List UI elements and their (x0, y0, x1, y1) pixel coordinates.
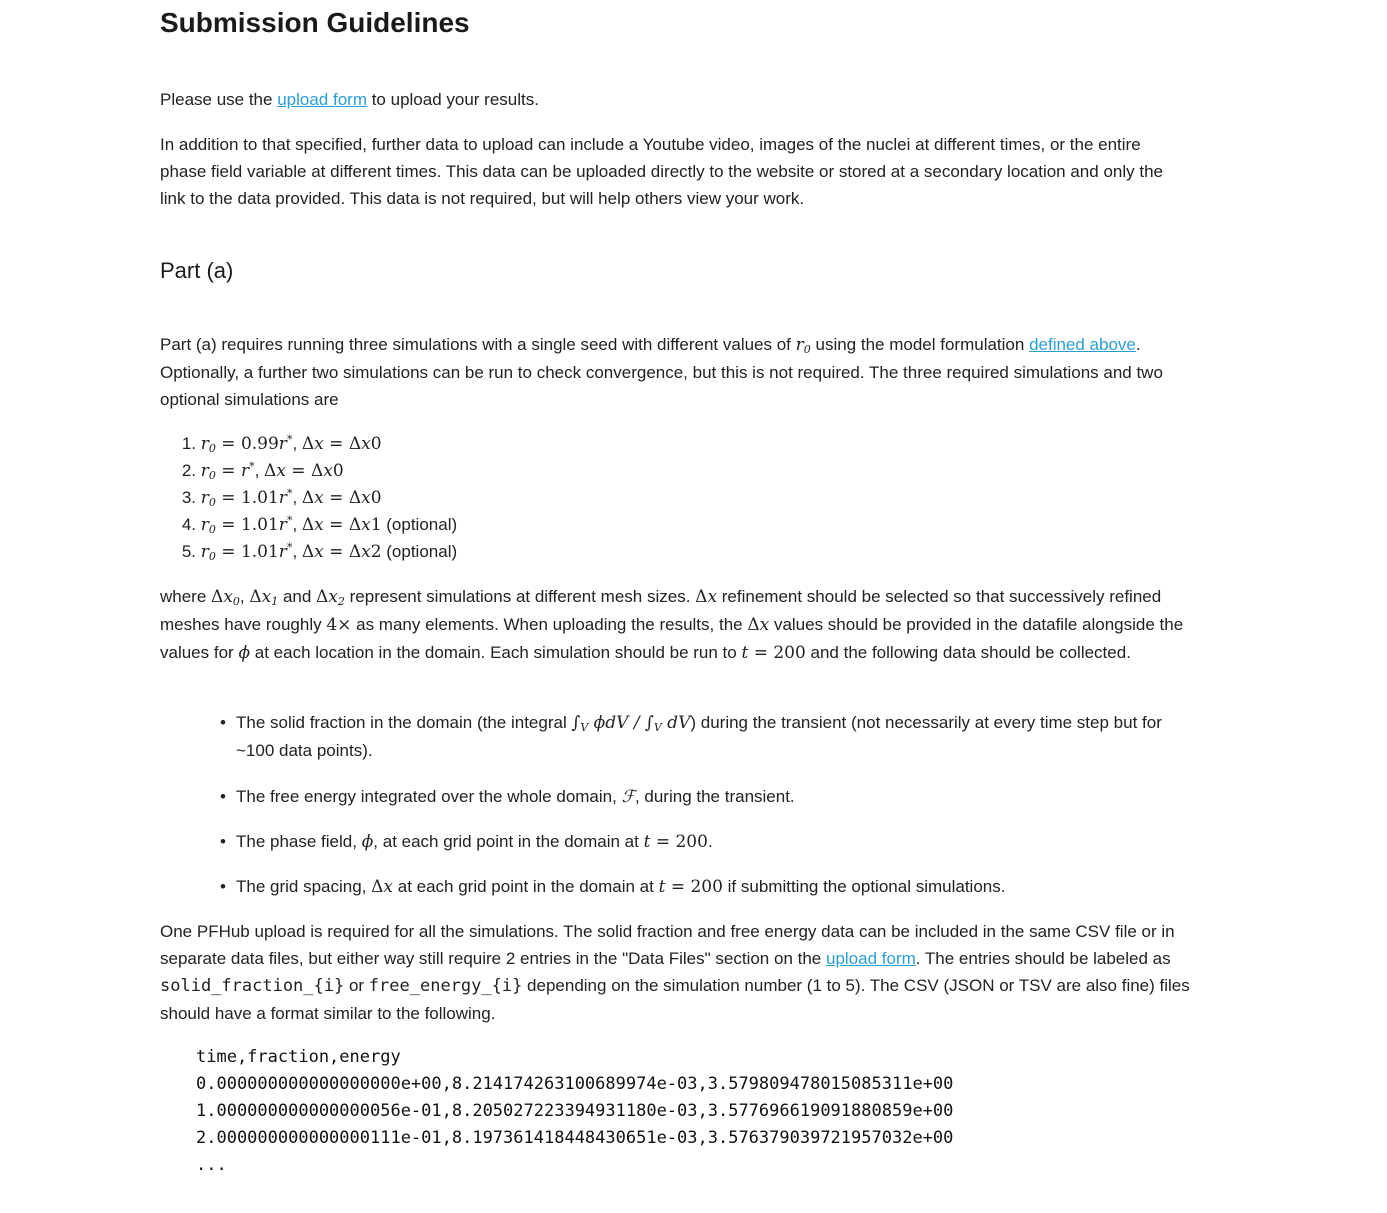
page-title: Submission Guidelines (160, 7, 470, 38)
part-a-intro: Part (a) requires running three simulations with a single seed with different values of $r_0$ using the model formulation defined above. Optionally, a further two simulations can be run to check convergence, but this is not required. The three required simulations and two optional simulations are (160, 335, 1163, 409)
math-r0: $r_0$ (795, 335, 811, 356)
csv-line: 2.000000000000000111e-01,8.197361418448430651e-03,3.576379039721957032e+00 (196, 1128, 954, 1148)
code-free-energy: free_energy_{i} (368, 976, 523, 996)
section-title-part-a: Part (a) (160, 258, 234, 283)
upload-form-link-2[interactable]: upload form (825, 949, 916, 968)
list-item: 3. $r_0$ = 1.01 r* , Δ x = Δ x 0 (181, 487, 382, 509)
upload-form-link[interactable]: upload form (277, 90, 367, 109)
upload-paragraph: One PFHub upload is required for all the simulations. The solid fraction and free energy data can be included in the same CSV file or in separate data files, but either way still require 2 entries in the "Data Files" section on the upload form. The entries should be labeled as solid_fraction_{i} or free_energy_{i} depending on the simulation number (1 to 5). The CSV (JSON or TSV are also fine) files should have a format similar to the following. (160, 922, 1190, 1023)
page: Submission Guidelines Please use the upload form to upload your results. In addition to that specified, further data to upload can include a Youtube video, images of the nuclei at different times, or the entire phase field variable at different times. This data can be uploaded directly to the website or stored at a secondary location and only the link to the data provided. This data is not required, but will help others view your work. Part (a) Part (a) requires running three simulations with a single seed with different values of $r_0$ using the model formulation defined above. Optionally, a further two simulations can be run to check convergence, but this is not required. The three required simulations and two optional simulations are 1. $r_0$ = 0.99 r* , Δ x = Δ x 0 2. $r_0$ = r* , Δ x = Δ x 0 3. $r_0$ = 1.01 r* , Δ x = Δ x 0 4. $r_0$ = 1.01 r* , Δ x = Δ x 1 (optional) 5. $r_0$ = 1.01 r* , Δ x = Δ x 2 (optional) where $\Delta x_0$, $\Delta x_1$ and $\Delta x_2$ represent simulations at different mesh sizes. Δx refinement should be selected so that successively refined meshes have roughly 4× as many elements. When uploading the results, the Δx values should be provided in the datafile alongside the values for ϕ at each location in the domain. Each simulation should be run to t = 200 and the following data should be collected. • The solid fraction in the domain (the integral $\int_V$ ϕdV / $\int_V$ dV) during the transient (not necessarily at every time step but for ~100 data points). • The free energy integrated over the whole domain, ℱ, during the transient. • The phase field, ϕ, at each grid point in the domain at t = 200. • The grid spacing, Δx at each grid point in the domain at t = 200 if submitting the optional simulations. One PFHub upload is required for all the simulations. The solid fraction and free energy data can be included in the same CSV file or in separate data files, but either way still require 2 entries in the "Data Files" section on the upload form. The entries should be labeled as solid_fraction_{i} or free_energy_{i} depending on the simulation number (1 to 5). The CSV (JSON or TSV are also fine) files should have a format similar to the following. time,fraction,energy 0.000000000000000000e+00,8.214174263100689974e-03,3.579809478015085311e+00 1.000000000000000056e-01,8.205027223394931180e-03,3.577696619091880859e+00 2.000000000000000111e-01,8.197361418448430651e-03,3.576379039721957032e+00 ... (0, 0, 1387, 1213)
code-solid-fraction: solid_fraction_{i} (160, 976, 345, 996)
csv-example (196, 1044, 953, 1179)
csv-line: ... (196, 1155, 227, 1175)
upload-instruction: Please use the upload form to upload your results. (160, 90, 539, 109)
math-integral: $\int_V$ ϕdV / $\int_V$ dV (571, 713, 691, 734)
simulation-list (160, 430, 457, 565)
csv-line: 0.000000000000000000e+00,8.214174263100689974e-03,3.579809478015085311e+00 (196, 1074, 954, 1094)
list-item: 2. $r_0$ = r* , Δ x = Δ x 0 (181, 460, 344, 482)
mesh-paragraph: where $\Delta x_0$, $\Delta x_1$ and $\Delta x_2$ represent simulations at different mesh sizes. Δx refinement should be selected so that successively refined meshes have roughly 4× as many elements. When uploading the results, the Δx values should be provided in the datafile alongside the values for ϕ at each location in the domain. Each simulation should be run to t = 200 and the following data should be collected. (160, 587, 1184, 663)
list-item: 4. $r_0$ = 1.01 r* , Δ x = Δ x 1 (optional) (181, 514, 458, 536)
defined-above-link[interactable]: defined above (1029, 335, 1136, 354)
csv-line: 1.000000000000000056e-01,8.205027223394931180e-03,3.577696619091880859e+00 (196, 1101, 954, 1121)
additional-data-paragraph: In addition to that specified, further data to upload can include a Youtube video, images of the nuclei at different times, or the entire phase field variable at different times. This data can be uploaded directly to the website or stored at a secondary location and only the link to the data provided. This data is not required, but will help others view your work. (160, 135, 1163, 208)
list-item: 1. $r_0$ = 0.99 r* , Δ x = Δ x 0 (181, 433, 382, 455)
csv-line: time,fraction,energy (196, 1047, 401, 1067)
list-item: 5. $r_0$ = 1.01 r* , Δ x = Δ x 2 (optional) (181, 541, 458, 563)
